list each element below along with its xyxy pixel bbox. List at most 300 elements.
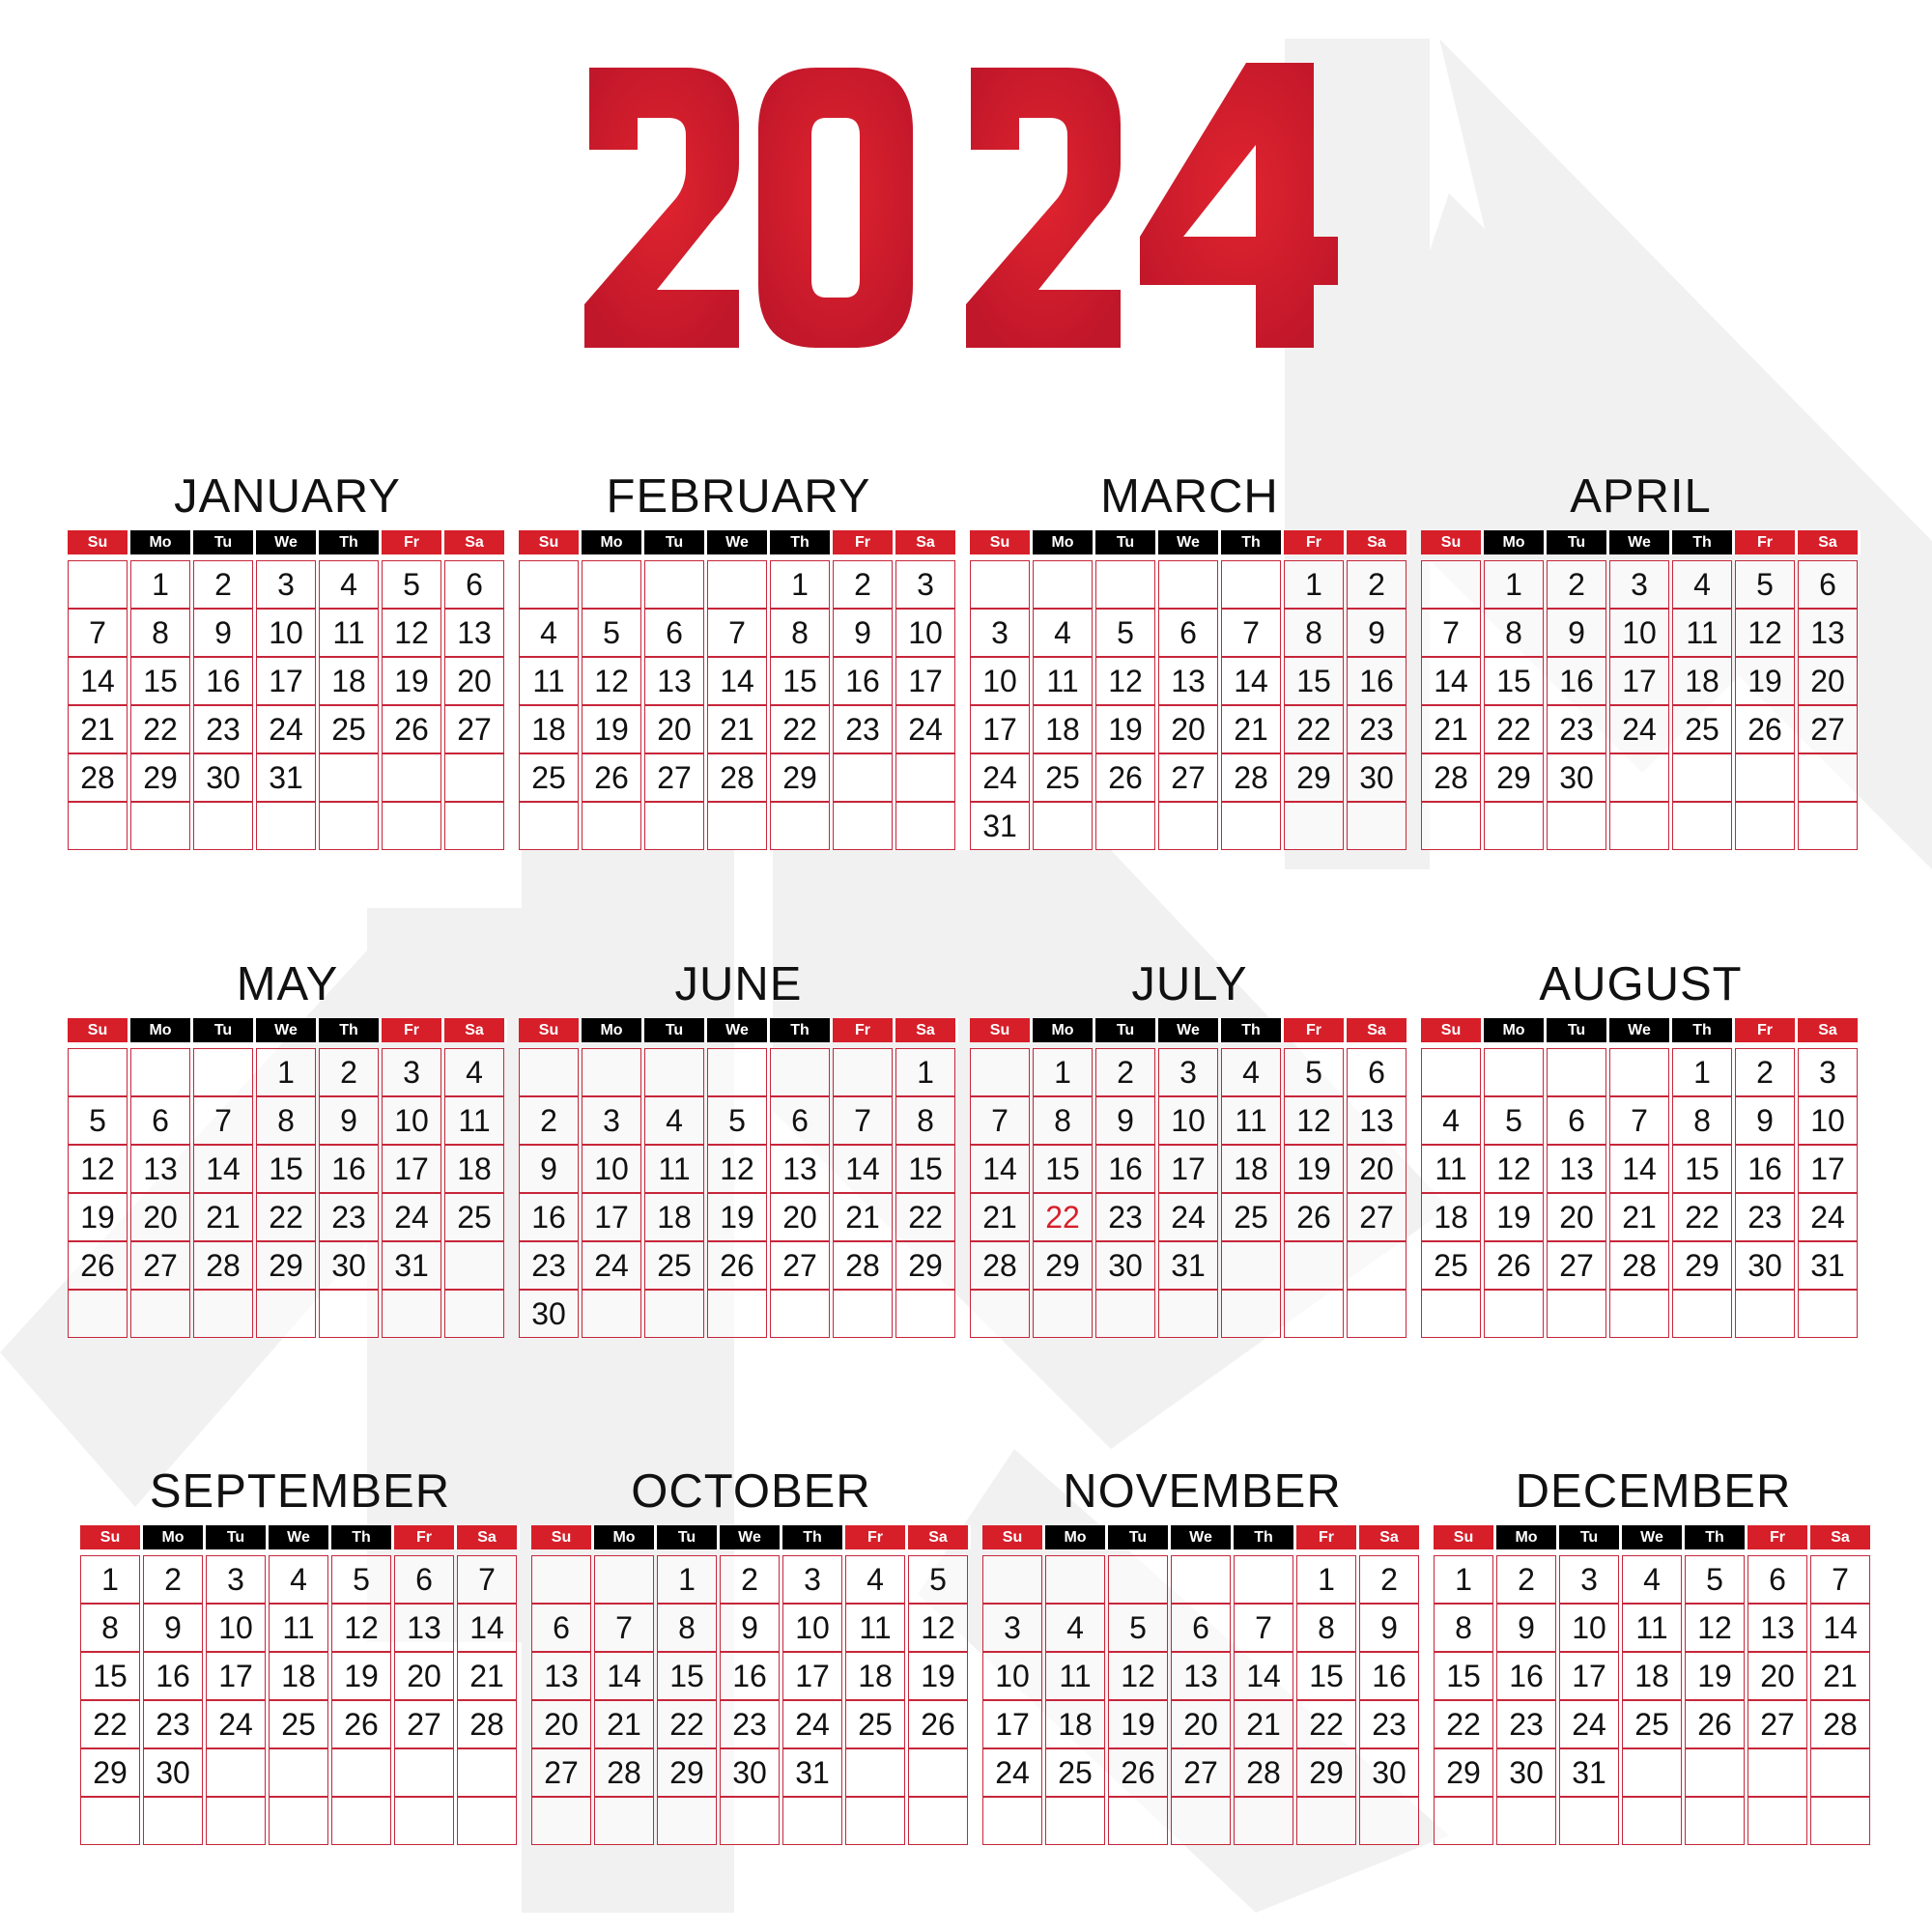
day-cell: 11 xyxy=(1672,609,1732,657)
weekday-fr: Fr xyxy=(833,1018,895,1042)
empty-day-cell xyxy=(594,1797,654,1845)
empty-day-cell xyxy=(1221,560,1281,609)
day-cell: 9 xyxy=(319,1096,379,1145)
day-cell: 5 xyxy=(707,1096,767,1145)
day-cell: 16 xyxy=(1347,657,1406,705)
month-name: JANUARY xyxy=(174,470,401,523)
empty-day-cell xyxy=(519,802,579,850)
empty-day-cell xyxy=(1672,753,1732,802)
day-cell: 25 xyxy=(1622,1700,1682,1748)
month-january xyxy=(68,469,507,850)
month-april xyxy=(1421,469,1861,850)
month-june xyxy=(519,956,958,1338)
day-cell: 6 xyxy=(1547,1096,1606,1145)
day-cell: 12 xyxy=(331,1604,391,1652)
empty-day-cell xyxy=(1045,1797,1105,1845)
weekday-mo: Mo xyxy=(143,1525,206,1549)
empty-day-cell xyxy=(1158,802,1218,850)
day-cell: 15 xyxy=(130,657,190,705)
weekday-tu: Tu xyxy=(193,530,256,554)
weekday-sa: Sa xyxy=(444,530,507,554)
day-cell: 6 xyxy=(644,609,704,657)
day-cell: 29 xyxy=(657,1748,717,1797)
day-cell: 30 xyxy=(143,1748,203,1797)
day-cell: 25 xyxy=(1672,705,1732,753)
empty-day-cell xyxy=(80,1797,140,1845)
empty-day-cell xyxy=(1609,1290,1669,1338)
day-cell: 4 xyxy=(1672,560,1732,609)
day-cell: 6 xyxy=(1747,1555,1807,1604)
day-cell: 10 xyxy=(970,657,1030,705)
day-cell: 18 xyxy=(644,1193,704,1241)
day-cell: 3 xyxy=(382,1048,441,1096)
empty-day-cell xyxy=(1045,1555,1105,1604)
day-cell: 25 xyxy=(644,1241,704,1290)
empty-day-cell xyxy=(444,753,504,802)
month-october xyxy=(531,1463,971,1845)
day-cell: 23 xyxy=(833,705,893,753)
weekday-sa: Sa xyxy=(895,530,958,554)
weekday-sa: Sa xyxy=(1347,530,1409,554)
day-cell: 23 xyxy=(519,1241,579,1290)
day-cell: 11 xyxy=(1622,1604,1682,1652)
day-cell: 9 xyxy=(1359,1604,1419,1652)
day-cell: 18 xyxy=(519,705,579,753)
empty-day-cell xyxy=(1609,1048,1669,1096)
empty-day-cell xyxy=(833,802,893,850)
month-july xyxy=(970,956,1409,1338)
day-cell: 22 xyxy=(80,1700,140,1748)
days-grid xyxy=(982,1555,1422,1845)
weekday-th: Th xyxy=(319,1018,382,1042)
day-cell: 27 xyxy=(1798,705,1858,753)
day-cell: 9 xyxy=(143,1604,203,1652)
empty-day-cell xyxy=(1347,802,1406,850)
day-cell: 9 xyxy=(193,609,253,657)
day-cell: 29 xyxy=(80,1748,140,1797)
weekday-fr: Fr xyxy=(382,530,444,554)
empty-day-cell xyxy=(644,560,704,609)
empty-day-cell xyxy=(444,802,504,850)
day-cell: 23 xyxy=(720,1700,780,1748)
day-cell: 27 xyxy=(1347,1193,1406,1241)
weekday-mo: Mo xyxy=(130,530,193,554)
day-cell: 12 xyxy=(1284,1096,1344,1145)
weekday-mo: Mo xyxy=(582,1018,644,1042)
weekday-header xyxy=(970,1018,1409,1042)
empty-day-cell xyxy=(1735,802,1795,850)
day-cell: 22 xyxy=(1434,1700,1493,1748)
empty-day-cell xyxy=(833,753,893,802)
empty-day-cell xyxy=(1033,1290,1093,1338)
weekday-fr: Fr xyxy=(1284,1018,1347,1042)
day-cell: 4 xyxy=(1221,1048,1281,1096)
empty-day-cell xyxy=(770,1048,830,1096)
day-cell: 18 xyxy=(1421,1193,1481,1241)
weekday-su: Su xyxy=(970,530,1033,554)
empty-day-cell xyxy=(1735,1290,1795,1338)
day-cell: 24 xyxy=(382,1193,441,1241)
day-cell: 28 xyxy=(1234,1748,1293,1797)
days-grid xyxy=(531,1555,971,1845)
day-cell: 10 xyxy=(895,609,955,657)
day-cell: 5 xyxy=(1095,609,1155,657)
weekday-mo: Mo xyxy=(1033,530,1095,554)
month-name: JUNE xyxy=(674,958,803,1010)
empty-day-cell xyxy=(770,802,830,850)
weekday-tu: Tu xyxy=(1547,530,1609,554)
empty-day-cell xyxy=(394,1797,454,1845)
day-cell: 20 xyxy=(1171,1700,1231,1748)
weekday-th: Th xyxy=(1672,1018,1735,1042)
weekday-sa: Sa xyxy=(1798,1018,1861,1042)
day-cell: 7 xyxy=(1234,1604,1293,1652)
day-cell: 20 xyxy=(1747,1652,1807,1700)
day-cell: 12 xyxy=(68,1145,128,1193)
empty-day-cell xyxy=(382,1290,441,1338)
day-cell: 25 xyxy=(319,705,379,753)
day-cell: 30 xyxy=(1359,1748,1419,1797)
day-cell: 18 xyxy=(1622,1652,1682,1700)
day-cell: 18 xyxy=(1033,705,1093,753)
empty-day-cell xyxy=(1609,802,1669,850)
day-cell: 19 xyxy=(1284,1145,1344,1193)
weekday-header xyxy=(519,1018,958,1042)
day-cell: 6 xyxy=(1158,609,1218,657)
empty-day-cell xyxy=(1095,802,1155,850)
day-cell: 11 xyxy=(519,657,579,705)
day-cell: 15 xyxy=(1484,657,1544,705)
weekday-sa: Sa xyxy=(1359,1525,1422,1549)
weekday-th: Th xyxy=(1221,530,1284,554)
day-cell: 3 xyxy=(582,1096,641,1145)
day-cell: 4 xyxy=(644,1096,704,1145)
weekday-sa: Sa xyxy=(1810,1525,1873,1549)
month-name: OCTOBER xyxy=(631,1465,871,1518)
day-cell: 4 xyxy=(1622,1555,1682,1604)
day-cell: 28 xyxy=(707,753,767,802)
empty-day-cell xyxy=(193,802,253,850)
day-cell: 2 xyxy=(833,560,893,609)
day-cell: 25 xyxy=(444,1193,504,1241)
empty-day-cell xyxy=(1672,802,1732,850)
day-cell: 17 xyxy=(782,1652,842,1700)
weekday-fr: Fr xyxy=(1735,1018,1798,1042)
day-cell: 26 xyxy=(582,753,641,802)
weekday-su: Su xyxy=(970,1018,1033,1042)
day-cell: 26 xyxy=(68,1241,128,1290)
day-cell: 8 xyxy=(1484,609,1544,657)
day-cell: 31 xyxy=(1798,1241,1858,1290)
day-cell: 4 xyxy=(1045,1604,1105,1652)
day-cell: 27 xyxy=(531,1748,591,1797)
day-cell: 24 xyxy=(982,1748,1042,1797)
day-cell: 31 xyxy=(782,1748,842,1797)
weekday-th: Th xyxy=(1221,1018,1284,1042)
day-cell: 25 xyxy=(1033,753,1093,802)
day-cell: 5 xyxy=(68,1096,128,1145)
day-cell: 22 xyxy=(1033,1193,1093,1241)
day-cell: 20 xyxy=(1158,705,1218,753)
day-cell: 14 xyxy=(707,657,767,705)
day-cell: 15 xyxy=(1033,1145,1093,1193)
empty-day-cell xyxy=(382,753,441,802)
weekday-tu: Tu xyxy=(1095,1018,1158,1042)
day-cell: 7 xyxy=(457,1555,517,1604)
day-cell: 28 xyxy=(833,1241,893,1290)
empty-day-cell xyxy=(1421,802,1481,850)
day-cell: 13 xyxy=(1747,1604,1807,1652)
day-cell: 7 xyxy=(1609,1096,1669,1145)
weekday-header xyxy=(68,1018,507,1042)
month-name: NOVEMBER xyxy=(1063,1465,1342,1518)
weekday-tu: Tu xyxy=(1547,1018,1609,1042)
day-cell: 19 xyxy=(1484,1193,1544,1241)
weekday-tu: Tu xyxy=(206,1525,269,1549)
day-cell: 26 xyxy=(382,705,441,753)
empty-day-cell xyxy=(206,1797,266,1845)
day-cell: 6 xyxy=(770,1096,830,1145)
day-cell: 10 xyxy=(582,1145,641,1193)
day-cell: 1 xyxy=(1296,1555,1356,1604)
empty-day-cell xyxy=(720,1797,780,1845)
empty-day-cell xyxy=(444,1241,504,1290)
day-cell: 30 xyxy=(720,1748,780,1797)
day-cell: 7 xyxy=(1810,1555,1870,1604)
weekday-mo: Mo xyxy=(582,530,644,554)
day-cell: 7 xyxy=(193,1096,253,1145)
day-cell: 30 xyxy=(193,753,253,802)
weekday-fr: Fr xyxy=(1747,1525,1810,1549)
day-cell: 12 xyxy=(1735,609,1795,657)
day-cell: 12 xyxy=(1108,1652,1168,1700)
days-grid xyxy=(970,560,1409,850)
empty-day-cell xyxy=(1484,802,1544,850)
day-cell: 29 xyxy=(1484,753,1544,802)
empty-day-cell xyxy=(644,1290,704,1338)
day-cell: 20 xyxy=(394,1652,454,1700)
empty-day-cell xyxy=(833,1048,893,1096)
weekday-tu: Tu xyxy=(1559,1525,1622,1549)
day-cell: 22 xyxy=(770,705,830,753)
weekday-header xyxy=(1421,1018,1861,1042)
weekday-su: Su xyxy=(519,530,582,554)
day-cell: 17 xyxy=(1798,1145,1858,1193)
day-cell: 15 xyxy=(256,1145,316,1193)
day-cell: 21 xyxy=(1221,705,1281,753)
day-cell: 24 xyxy=(1559,1700,1619,1748)
empty-day-cell xyxy=(1609,753,1669,802)
day-cell: 10 xyxy=(1158,1096,1218,1145)
day-cell: 12 xyxy=(382,609,441,657)
days-grid xyxy=(1434,1555,1873,1845)
weekday-tu: Tu xyxy=(644,1018,707,1042)
empty-day-cell xyxy=(130,1290,190,1338)
day-cell: 23 xyxy=(1496,1700,1556,1748)
day-cell: 10 xyxy=(256,609,316,657)
day-cell: 2 xyxy=(193,560,253,609)
empty-day-cell xyxy=(269,1748,328,1797)
day-cell: 4 xyxy=(1033,609,1093,657)
days-grid xyxy=(970,1048,1409,1338)
day-cell: 20 xyxy=(531,1700,591,1748)
day-cell: 29 xyxy=(1296,1748,1356,1797)
day-cell: 9 xyxy=(833,609,893,657)
weekday-su: Su xyxy=(1421,530,1484,554)
weekday-header xyxy=(982,1525,1422,1549)
day-cell: 24 xyxy=(1798,1193,1858,1241)
day-cell: 13 xyxy=(444,609,504,657)
day-cell: 21 xyxy=(594,1700,654,1748)
empty-day-cell xyxy=(1685,1797,1745,1845)
day-cell: 12 xyxy=(582,657,641,705)
day-cell: 27 xyxy=(770,1241,830,1290)
day-cell: 2 xyxy=(519,1096,579,1145)
empty-day-cell xyxy=(319,753,379,802)
day-cell: 5 xyxy=(331,1555,391,1604)
day-cell: 29 xyxy=(895,1241,955,1290)
weekday-we: We xyxy=(1171,1525,1234,1549)
weekday-mo: Mo xyxy=(1484,1018,1547,1042)
day-cell: 16 xyxy=(193,657,253,705)
day-cell: 1 xyxy=(895,1048,955,1096)
empty-day-cell xyxy=(644,802,704,850)
day-cell: 1 xyxy=(80,1555,140,1604)
day-cell: 4 xyxy=(1421,1096,1481,1145)
day-cell: 7 xyxy=(594,1604,654,1652)
day-cell: 8 xyxy=(256,1096,316,1145)
day-cell: 4 xyxy=(519,609,579,657)
day-cell: 25 xyxy=(1421,1241,1481,1290)
month-name: SEPTEMBER xyxy=(149,1465,451,1518)
empty-day-cell xyxy=(982,1797,1042,1845)
day-cell: 17 xyxy=(1559,1652,1619,1700)
empty-day-cell xyxy=(1158,560,1218,609)
empty-day-cell xyxy=(895,802,955,850)
empty-day-cell xyxy=(1421,560,1481,609)
day-cell: 12 xyxy=(1484,1145,1544,1193)
day-cell: 5 xyxy=(908,1555,968,1604)
day-cell: 10 xyxy=(1559,1604,1619,1652)
day-cell: 23 xyxy=(143,1700,203,1748)
day-cell: 21 xyxy=(68,705,128,753)
month-name: APRIL xyxy=(1570,470,1712,523)
weekday-su: Su xyxy=(519,1018,582,1042)
empty-day-cell xyxy=(1171,1797,1231,1845)
day-cell: 22 xyxy=(256,1193,316,1241)
month-name: FEBRUARY xyxy=(606,470,871,523)
day-cell: 24 xyxy=(206,1700,266,1748)
weekday-header xyxy=(80,1525,520,1549)
empty-day-cell xyxy=(1798,1290,1858,1338)
empty-day-cell xyxy=(1484,1048,1544,1096)
weekday-th: Th xyxy=(319,530,382,554)
day-cell: 20 xyxy=(1798,657,1858,705)
weekday-we: We xyxy=(1622,1525,1685,1549)
day-cell: 24 xyxy=(1158,1193,1218,1241)
day-cell: 17 xyxy=(582,1193,641,1241)
day-cell: 16 xyxy=(833,657,893,705)
day-cell: 2 xyxy=(1496,1555,1556,1604)
days-grid xyxy=(80,1555,520,1845)
day-cell: 1 xyxy=(657,1555,717,1604)
day-cell: 8 xyxy=(1434,1604,1493,1652)
day-cell: 17 xyxy=(256,657,316,705)
empty-day-cell xyxy=(269,1797,328,1845)
day-cell: 17 xyxy=(970,705,1030,753)
day-cell: 23 xyxy=(1095,1193,1155,1241)
weekday-su: Su xyxy=(531,1525,594,1549)
empty-day-cell xyxy=(382,802,441,850)
day-cell: 26 xyxy=(908,1700,968,1748)
empty-day-cell xyxy=(982,1555,1042,1604)
empty-day-cell xyxy=(1234,1555,1293,1604)
weekday-su: Su xyxy=(68,1018,130,1042)
day-cell: 5 xyxy=(1484,1096,1544,1145)
day-cell: 24 xyxy=(782,1700,842,1748)
day-cell: 14 xyxy=(970,1145,1030,1193)
weekday-header xyxy=(1434,1525,1873,1549)
day-cell: 15 xyxy=(657,1652,717,1700)
month-name: MAY xyxy=(236,958,339,1010)
day-cell: 16 xyxy=(1359,1652,1419,1700)
day-cell: 2 xyxy=(1095,1048,1155,1096)
day-cell: 8 xyxy=(1672,1096,1732,1145)
month-november xyxy=(982,1463,1422,1845)
day-cell: 21 xyxy=(193,1193,253,1241)
weekday-mo: Mo xyxy=(594,1525,657,1549)
day-cell: 11 xyxy=(1421,1145,1481,1193)
day-cell: 1 xyxy=(130,560,190,609)
empty-day-cell xyxy=(1234,1797,1293,1845)
day-cell: 29 xyxy=(770,753,830,802)
day-cell: 30 xyxy=(319,1241,379,1290)
day-cell: 1 xyxy=(1284,560,1344,609)
day-cell: 13 xyxy=(130,1145,190,1193)
day-cell: 20 xyxy=(1547,1193,1606,1241)
day-cell: 1 xyxy=(1672,1048,1732,1096)
day-cell: 19 xyxy=(1735,657,1795,705)
weekday-tu: Tu xyxy=(193,1018,256,1042)
day-cell: 25 xyxy=(269,1700,328,1748)
empty-day-cell xyxy=(1421,1290,1481,1338)
day-cell: 6 xyxy=(130,1096,190,1145)
weekday-we: We xyxy=(1609,530,1672,554)
days-grid xyxy=(1421,1048,1861,1338)
month-september xyxy=(80,1463,520,1845)
day-cell: 9 xyxy=(519,1145,579,1193)
day-cell: 30 xyxy=(1095,1241,1155,1290)
day-cell: 29 xyxy=(256,1241,316,1290)
weekday-fr: Fr xyxy=(1735,530,1798,554)
day-cell: 23 xyxy=(1347,705,1406,753)
empty-day-cell xyxy=(582,1290,641,1338)
day-cell: 2 xyxy=(1347,560,1406,609)
day-cell: 22 xyxy=(1484,705,1544,753)
day-cell: 31 xyxy=(382,1241,441,1290)
day-cell: 15 xyxy=(895,1145,955,1193)
weekday-sa: Sa xyxy=(444,1018,507,1042)
day-cell: 12 xyxy=(908,1604,968,1652)
weekday-fr: Fr xyxy=(394,1525,457,1549)
day-cell: 13 xyxy=(531,1652,591,1700)
day-cell: 8 xyxy=(770,609,830,657)
day-cell: 14 xyxy=(457,1604,517,1652)
day-cell: 3 xyxy=(982,1604,1042,1652)
empty-day-cell xyxy=(319,802,379,850)
weekday-th: Th xyxy=(770,1018,833,1042)
day-cell: 19 xyxy=(68,1193,128,1241)
